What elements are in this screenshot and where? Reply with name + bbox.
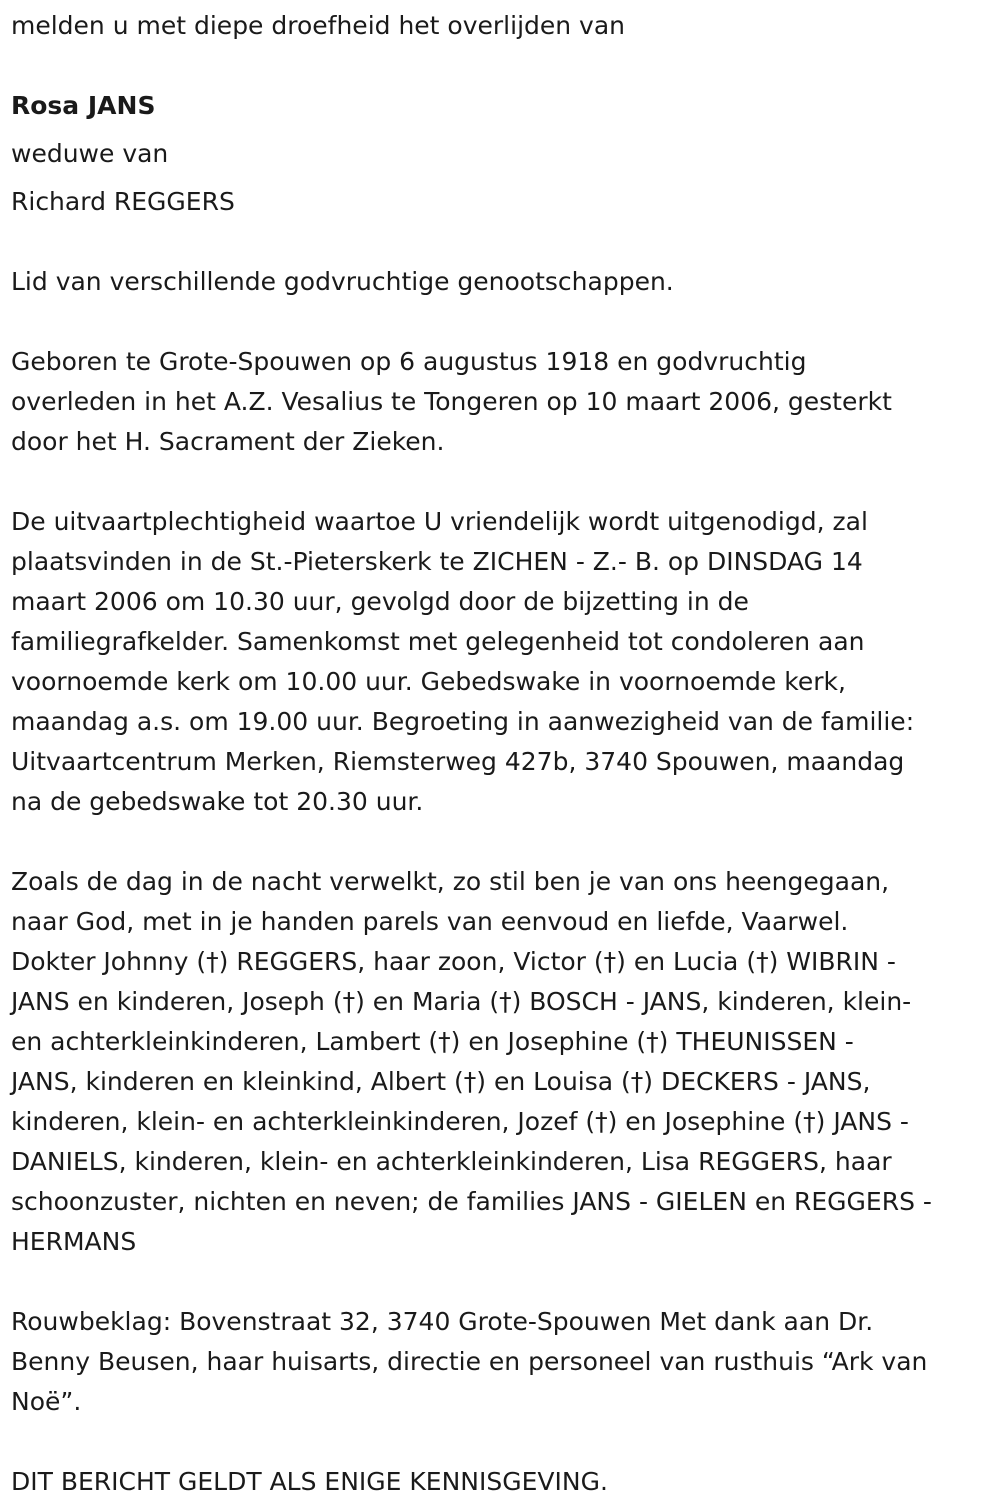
birth-line: overleden in het A.Z. Vesalius te Tongeren op 10 maart 2006, gesterkt — [11, 387, 892, 416]
family-line: kinderen, klein- en achterkleinkinderen, Jozef (†) en Josephine (†) JANS - — [11, 1107, 909, 1136]
family-line: DANIELS, kinderen, klein- en achterkleinkinderen, Lisa REGGERS, haar — [11, 1147, 892, 1176]
closing-notice: DIT BERICHT GELDT ALS ENIGE KENNISGEVING. — [11, 1467, 608, 1496]
family-line: JANS, kinderen en kleinkind, Albert (†) en Louisa (†) DECKERS - JANS, — [11, 1067, 871, 1096]
funeral-line: De uitvaartplechtigheid waartoe U vriendelijk wordt uitgenodigd, zal — [11, 507, 868, 536]
family-line: schoonzuster, nichten en neven; de families JANS - GIELEN en REGGERS - — [11, 1187, 932, 1216]
birth-line: Geboren te Grote-Spouwen op 6 augustus 1918 en godvruchtig — [11, 347, 807, 376]
widow-of-label: weduwe van — [11, 139, 169, 168]
funeral-line: plaatsvinden in de St.-Pieterskerk te ZICHEN - Z.- B. op DINSDAG 14 — [11, 547, 863, 576]
family-line: Zoals de dag in de nacht verwelkt, zo stil ben je van ons heengegaan, — [11, 867, 890, 896]
funeral-line: familiegrafkelder. Samenkomst met gelegenheid tot condoleren aan — [11, 627, 865, 656]
family-line: en achterkleinkinderen, Lambert (†) en Josephine (†) THEUNISSEN - — [11, 1027, 854, 1056]
intro-text: melden u met diepe droefheid het overlijden van — [11, 11, 626, 40]
funeral-line: na de gebedswake tot 20.30 uur. — [11, 787, 424, 816]
family-line: HERMANS — [11, 1227, 137, 1256]
funeral-line: voornoemde kerk om 10.00 uur. Gebedswake in voornoemde kerk, — [11, 667, 846, 696]
condolence-line: Benny Beusen, haar huisarts, directie en personeel van rusthuis “Ark van — [11, 1347, 928, 1376]
condolence-line: Rouwbeklag: Bovenstraat 32, 3740 Grote-Spouwen Met dank aan Dr. — [11, 1307, 874, 1336]
spouse-name: Richard REGGERS — [11, 187, 235, 216]
funeral-line: maart 2006 om 10.30 uur, gevolgd door de bijzetting in de — [11, 587, 749, 616]
deceased-name: Rosa JANS — [11, 91, 156, 120]
family-line: JANS en kinderen, Joseph (†) en Maria (†) BOSCH - JANS, kinderen, klein- — [11, 987, 912, 1016]
membership-text: Lid van verschillende godvruchtige genootschappen. — [11, 267, 674, 296]
funeral-line: maandag a.s. om 19.00 uur. Begroeting in aanwezigheid van de familie: — [11, 707, 915, 736]
family-line: naar God, met in je handen parels van eenvoud en liefde, Vaarwel. — [11, 907, 849, 936]
funeral-line: Uitvaartcentrum Merken, Riemsterweg 427b, 3740 Spouwen, maandag — [11, 747, 905, 776]
birth-line: door het H. Sacrament der Zieken. — [11, 427, 445, 456]
family-line: Dokter Johnny (†) REGGERS, haar zoon, Victor (†) en Lucia (†) WIBRIN - — [11, 947, 896, 976]
condolence-line: Noë”. — [11, 1387, 82, 1416]
